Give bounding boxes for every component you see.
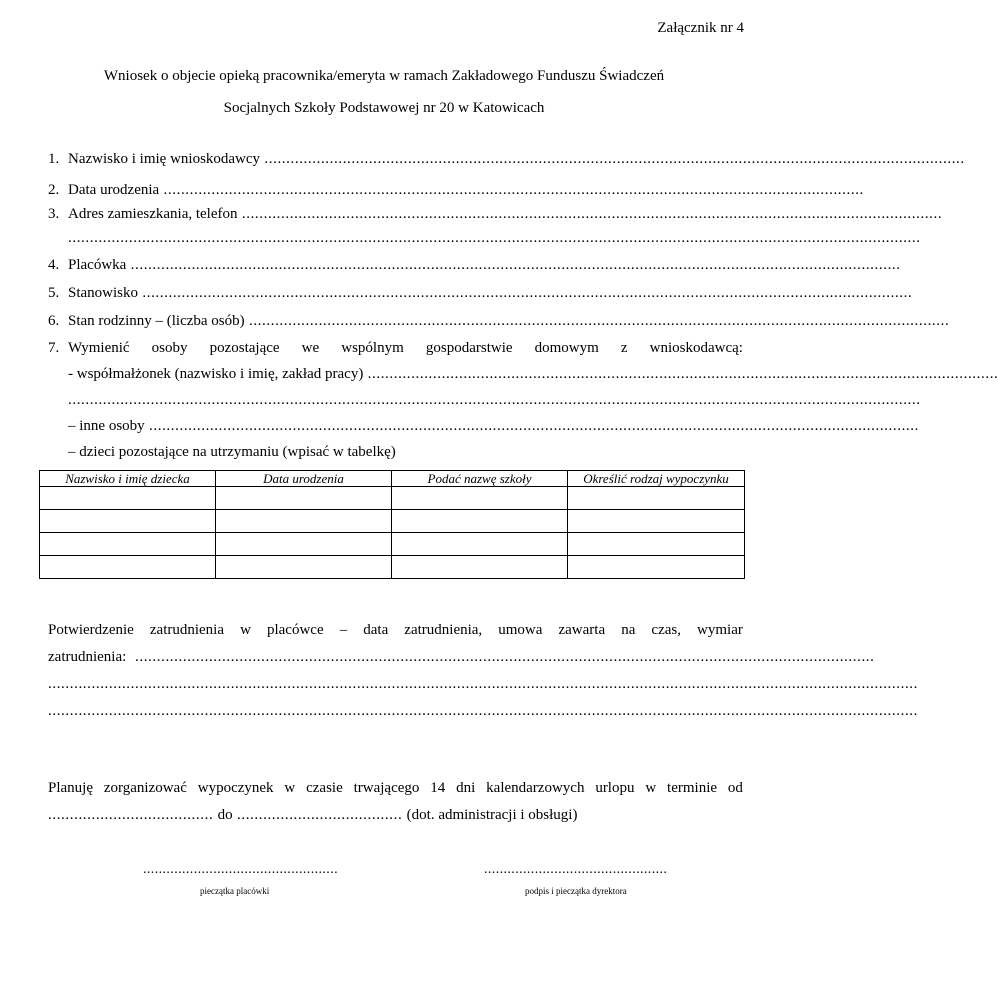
- item-number: 5.: [48, 285, 60, 301]
- field-label: – inne osoby: [68, 418, 145, 434]
- field-label: Stan rodzinny – (liczba osób): [68, 313, 245, 329]
- children-label: – dzieci pozostające na utrzymaniu (wpisać w tabelkę): [68, 444, 396, 460]
- vacation-plan-heading: Planuję zorganizować wypoczynek w czasie trwającego 14 dni kalendarzowych urlopu w terminie od: [48, 780, 743, 796]
- table-cell[interactable]: [40, 487, 216, 510]
- field-label: Adres zamieszkania, telefon: [68, 206, 238, 222]
- table-cell[interactable]: [392, 533, 568, 556]
- field-family-status[interactable]: [48, 313, 950, 333]
- form-title-line1: Wniosek o objecie opieką pracownika/emeryta w ramach Zakładowego Funduszu Świadczeń: [103, 68, 665, 84]
- field-position[interactable]: [48, 285, 913, 305]
- signature-label-institution-stamp: pieczątka placówki: [200, 886, 270, 896]
- date-from-fill[interactable]: ......................................: [48, 807, 218, 823]
- table-cell[interactable]: [568, 556, 745, 579]
- table-cell[interactable]: [568, 533, 745, 556]
- field-applicant-name[interactable]: [48, 151, 965, 171]
- field-spouse[interactable]: [68, 366, 998, 386]
- fill-line: .................................................................................................................................................................: [260, 151, 965, 167]
- signature-line-director[interactable]: ...............................................: [484, 862, 668, 877]
- table-cell[interactable]: [392, 510, 568, 533]
- annex-label: Załącznik nr 4: [657, 20, 744, 36]
- heading-words: Wymienić osoby pozostające we wspólnym gospodarstwie domowym z wnioskodawcą:: [68, 340, 743, 356]
- fill-line: .................................................................................................................................................................................: [126, 257, 901, 273]
- table-cell[interactable]: [40, 556, 216, 579]
- vacation-suffix: (dot. administracji i obsługi): [406, 807, 578, 823]
- field-employment-continuation-2[interactable]: ........................................................................................................................................................................................................: [48, 703, 918, 719]
- fill-line: .................................................................................................................................................................: [244, 313, 950, 329]
- field-employment-details[interactable]: [48, 649, 875, 669]
- date-to-label: do: [217, 807, 233, 823]
- table-cell[interactable]: [40, 510, 216, 533]
- fill-line: .................................................................................................................................................................................: [138, 285, 913, 301]
- table-cell[interactable]: [392, 556, 568, 579]
- column-header-birth-date: Data urodzenia: [216, 471, 392, 487]
- table-cell[interactable]: [216, 510, 392, 533]
- field-label: Placówka: [68, 257, 127, 273]
- fill-line: .................................................................................................................................................................: [159, 182, 864, 198]
- field-address-phone[interactable]: [48, 206, 943, 226]
- field-birth-date[interactable]: [48, 182, 864, 202]
- item-number: 7.: [48, 340, 60, 356]
- table-cell[interactable]: [568, 487, 745, 510]
- table-row: [40, 533, 745, 556]
- field-label: Stanowisko: [68, 285, 139, 301]
- field-institution[interactable]: [48, 257, 901, 277]
- table-cell[interactable]: [216, 556, 392, 579]
- table-header-row: [40, 471, 745, 487]
- column-header-child-name: Nazwisko i imię dziecka: [40, 471, 216, 487]
- signature-line-institution-stamp[interactable]: ..................................................: [143, 862, 338, 877]
- fill-line: ..........................................................................................................................................................................: [126, 649, 875, 665]
- item-number: 1.: [48, 151, 60, 167]
- table-row: [40, 556, 745, 579]
- table-cell[interactable]: [40, 533, 216, 556]
- employment-confirmation-heading: Potwierdzenie zatrudnienia w placówce – data zatrudnienia, umowa zawarta na czas, wymiar: [48, 622, 743, 638]
- fill-line: .................................................................................................................................................................................: [144, 418, 919, 434]
- field-vacation-dates[interactable]: [48, 807, 743, 827]
- field-spouse-continuation[interactable]: ....................................................................................................................................................................................................: [68, 392, 921, 408]
- household-members-heading: [48, 340, 743, 360]
- field-employment-continuation-1[interactable]: ........................................................................................................................................................................................................: [48, 676, 918, 692]
- field-label: Data urodzenia: [68, 182, 160, 198]
- column-header-school: Podać nazwę szkoły: [392, 471, 568, 487]
- fill-line: .................................................................................................................................................: [363, 366, 998, 382]
- field-other-persons[interactable]: [68, 418, 919, 438]
- table-cell[interactable]: [216, 533, 392, 556]
- fill-line: .................................................................................................................................................................: [237, 206, 943, 222]
- item-number: 6.: [48, 313, 60, 329]
- field-address-continuation[interactable]: ....................................................................................................................................................................................................: [68, 230, 921, 246]
- date-to-fill[interactable]: ......................................: [232, 807, 407, 823]
- children-table: [39, 470, 745, 579]
- field-label: - współmałżonek (nazwisko i imię, zakład pracy): [68, 366, 364, 382]
- table-row: [40, 510, 745, 533]
- table-row: [40, 487, 745, 510]
- signature-label-director: podpis i pieczątka dyrektora: [525, 886, 627, 896]
- table-cell[interactable]: [568, 510, 745, 533]
- item-number: 2.: [48, 182, 60, 198]
- table-cell[interactable]: [392, 487, 568, 510]
- form-title-line2: Socjalnych Szkoły Podstawowej nr 20 w Katowicach: [223, 100, 545, 116]
- item-number: 4.: [48, 257, 60, 273]
- field-label: zatrudnienia:: [48, 649, 127, 665]
- column-header-vacation-type: Określić rodzaj wypoczynku: [568, 471, 745, 487]
- item-number: 3.: [48, 206, 60, 222]
- table-cell[interactable]: [216, 487, 392, 510]
- field-label: Nazwisko i imię wnioskodawcy: [68, 151, 261, 167]
